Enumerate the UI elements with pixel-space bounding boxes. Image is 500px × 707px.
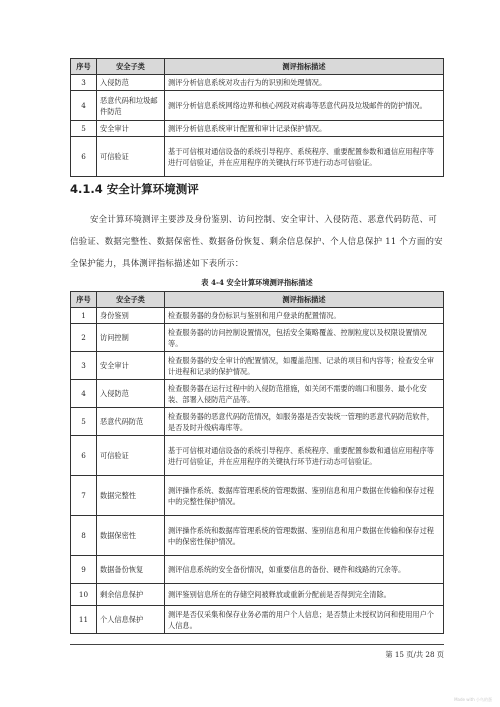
header-category: 安全子类 [97, 59, 165, 75]
row-no: 10 [71, 584, 97, 606]
table-header-row [71, 292, 444, 308]
table-row [71, 556, 444, 584]
row-description: 测评信息系统的安全备份情况，如重要信息的备份、硬件和线路的冗余等。 [165, 556, 444, 584]
table-network-security [70, 58, 444, 177]
row-category: 可信验证 [97, 137, 165, 177]
row-no: 6 [71, 137, 97, 177]
row-category: 安全审计 [97, 352, 165, 380]
row-category: 入侵防范 [97, 380, 165, 408]
header-category: 安全子类 [97, 292, 165, 308]
header-description: 测评指标描述 [165, 292, 444, 308]
table-row [71, 137, 444, 177]
row-category: 数据保密性 [97, 516, 165, 556]
row-category: 恶意代码和垃圾邮件防范 [97, 91, 165, 121]
table-row [71, 121, 444, 137]
row-description: 基于可信根对通信设备的系统引导程序、系统程序、重要配置参数和通信应用程序等进行可信验证，并在应用程序的关键执行环节进行动态可信验证。 [165, 436, 444, 476]
row-category: 剩余信息保护 [97, 584, 165, 606]
row-description: 检查服务器在运行过程中的入侵防范措施，如关闭不需要的端口和服务、最小化安装、部署入侵防范产品等。 [165, 380, 444, 408]
row-category: 入侵防范 [97, 75, 165, 91]
row-description: 检查服务器的身份标识与鉴别和用户登录的配置情况。 [165, 308, 444, 324]
table-row [71, 380, 444, 408]
row-no: 7 [71, 476, 97, 516]
row-no: 4 [71, 91, 97, 121]
header-no: 序号 [71, 292, 97, 308]
row-category: 安全审计 [97, 121, 165, 137]
row-no: 3 [71, 352, 97, 380]
table-caption: 表 4-4 安全计算环境测评指标描述 [201, 278, 313, 287]
table-row [71, 352, 444, 380]
footer-divider [70, 644, 444, 645]
header-description: 测评指标描述 [165, 59, 444, 75]
row-description: 基于可信根对通信设备的系统引导程序、系统程序、重要配置参数和通信应用程序等 进行可信验证，并在应用程序的关键执行环节进行动态可信验证。 [165, 137, 444, 177]
page-number: 第 15 页/共 28 页 [385, 650, 444, 659]
row-description: 测评操作系统、数据库管理系统的管理数据、鉴别信息和用户数据在传输和保存过程中的完整性保护情况。 [165, 476, 444, 516]
row-description: 测评操作系统和数据库管理系统的管理数据、鉴别信息和用户数据在传输和保存过程中的保密性保护情况。 [165, 516, 444, 556]
row-no: 11 [71, 606, 97, 634]
row-description: 检查服务器的恶意代码防范情况，如服务器是否安装统一管理的恶意代码防范软件，是否及时升级病毒库等。 [165, 408, 444, 436]
table-row [71, 584, 444, 606]
row-description: 检查服务器的访问控制设置情况，包括安全策略覆盖、控制粒度以及权限设置情况等。 [165, 324, 444, 352]
row-category: 数据完整性 [97, 476, 165, 516]
row-description: 测评分析信息系统网络边界和核心网段对病毒等恶意代码及垃圾邮件的防护情况。 [165, 91, 444, 121]
row-no: 3 [71, 75, 97, 91]
row-category: 数据备份恢复 [97, 556, 165, 584]
table-header-row [71, 59, 444, 75]
table-row [71, 91, 444, 121]
row-category: 个人信息保护 [97, 606, 165, 634]
table-compute-environment [70, 291, 444, 634]
row-no: 8 [71, 516, 97, 556]
table-row [71, 324, 444, 352]
watermark: Made with 小鸟的蛋 [454, 697, 492, 702]
row-no: 5 [71, 408, 97, 436]
row-description: 测评鉴别信息所在的存储空间被释放或重新分配前是否得到完全清除。 [165, 584, 444, 606]
table-row [71, 436, 444, 476]
row-description: 检查服务器的安全审计的配置情况，如覆盖范围、记录的项目和内容等；检查安全审计进程和记录的保护情况。 [165, 352, 444, 380]
row-description: 测评是否仅采集和保存业务必需的用户个人信息；是否禁止未授权访问和使用用户个人信息。 [165, 606, 444, 634]
table-row [71, 476, 444, 516]
table-row [71, 516, 444, 556]
row-no: 6 [71, 436, 97, 476]
section-paragraph: 安全计算环境测评主要涉及身份鉴别、访问控制、安全审计、入侵防范、恶意代码防范、可信验证、数据完整性、数据保密性、数据备份恢复、剩余信息保护、个人信息保护 11 个方面的安全保护能力，具体测评指标描述如下表所示： [70, 214, 443, 268]
row-category: 恶意代码防范 [97, 408, 165, 436]
row-no: 9 [71, 556, 97, 584]
table-row [71, 606, 444, 634]
row-category: 身份鉴别 [97, 308, 165, 324]
table-row [71, 408, 444, 436]
row-category: 访问控制 [97, 324, 165, 352]
row-description: 测评分析信息系统审计配置和审计记录保护情况。 [165, 121, 444, 137]
section-heading: 4.1.4 安全计算环境测评 [70, 182, 199, 196]
table-row [71, 75, 444, 91]
row-description: 测评分析信息系统对攻击行为的识别和处理情况。 [165, 75, 444, 91]
table-row [71, 308, 444, 324]
row-category: 可信验证 [97, 436, 165, 476]
row-no: 5 [71, 121, 97, 137]
row-no: 4 [71, 380, 97, 408]
header-no: 序号 [71, 59, 97, 75]
row-no: 1 [71, 308, 97, 324]
row-no: 2 [71, 324, 97, 352]
